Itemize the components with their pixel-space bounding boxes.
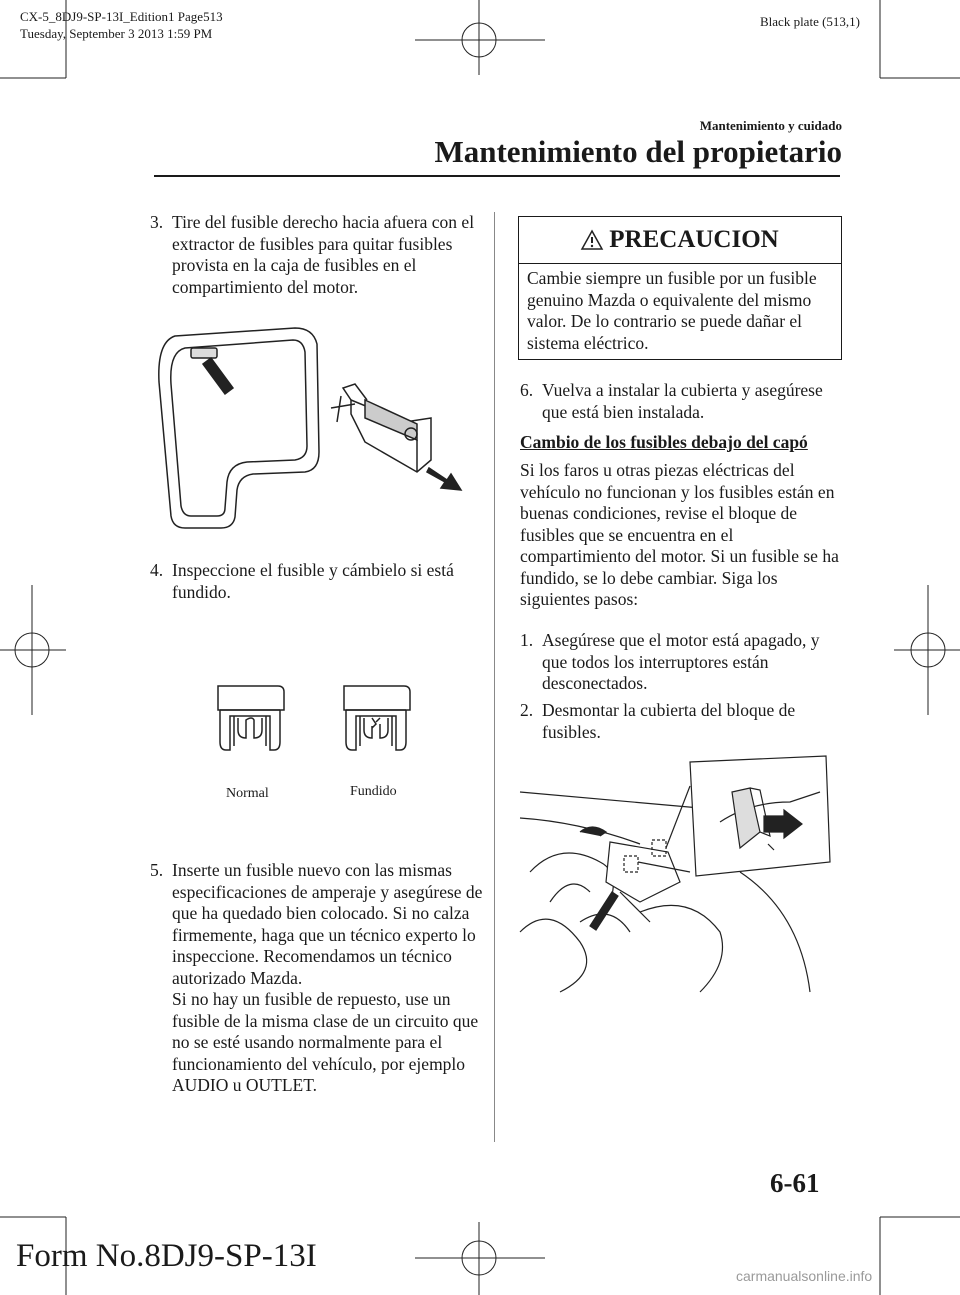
step-3-number: 3. (150, 212, 164, 232)
step-4 (150, 560, 480, 603)
step-5-number: 5. (150, 860, 164, 880)
caution-body: Cambie siempre un fusible por un fusible genuino Mazda o equivalente del mismo valor. De lo contrario se puede dañar el sistema eléctrico. (527, 268, 817, 353)
step-6 (520, 380, 842, 423)
step-4-text: Inspeccione el fusible y cámbielo si está fundido. (172, 560, 454, 602)
section-title: Mantenimiento del propietario (434, 134, 842, 169)
warning-triangle-icon (581, 230, 603, 250)
step-5 (150, 860, 485, 1097)
plate-info: Black plate (513,1) (760, 14, 860, 29)
subheading-underhood-fuses: Cambio de los fusibles debajo del capó (520, 432, 808, 452)
fuse-blown-label: Fundido (350, 784, 397, 799)
form-number: Form No.8DJ9-SP-13I (16, 1238, 317, 1274)
step-1-text: Asegúrese que el motor está apagado, y que todos los interruptores están desconectados. (542, 630, 820, 693)
intro-paragraph: Si los faros u otras piezas eléctricas del vehículo no funcionan y los fusibles están en buenas condiciones, revise el bloque de fusibles que se encuentra en el compartimiento del motor. Si un fusible se ha fundido, se lo debe cambiar. Siga los siguientes pasos: (520, 460, 839, 609)
step-2-text: Desmontar la cubierta del bloque de fusibles. (542, 700, 796, 742)
engine-compartment-illustration (520, 752, 840, 992)
step-3 (150, 212, 480, 298)
fuse-normal-illustration (212, 680, 292, 760)
caution-box (518, 216, 842, 360)
print-info-line1: CX-5_8DJ9-SP-13I_Edition1 Page513 (20, 9, 223, 24)
fuse-normal-label: Normal (226, 786, 269, 801)
print-info (20, 8, 223, 42)
step-6-number: 6. (520, 380, 534, 400)
column-divider (494, 212, 495, 1142)
step-2 (520, 700, 842, 743)
watermark: carmanualsonline.info (736, 1268, 873, 1284)
step-1-number: 1. (520, 630, 534, 650)
step-6-text: Vuelva a instalar la cubierta y asegúrese que está bien instalada. (542, 380, 823, 422)
step-2-number: 2. (520, 700, 534, 720)
fuse-blown-illustration (338, 680, 418, 760)
section-subtitle: Mantenimiento y cuidado (699, 118, 842, 133)
caution-header (519, 217, 841, 264)
step-1 (520, 630, 842, 695)
fuse-box-illustration (155, 322, 475, 532)
step-5-text: Inserte un fusible nuevo con las mismas especificaciones de amperaje y asegúrese de que ha quedado bien colocado. Si no calza firmemente, haga que un técnico experto lo inspeccione. Recomendamos un técnico autorizado Mazda. (172, 860, 483, 988)
step-4-number: 4. (150, 560, 164, 580)
print-info-line2: Tuesday, September 3 2013 1:59 PM (20, 26, 213, 41)
caution-title: PRECAUCION (609, 226, 779, 253)
page-number: 6-61 (770, 1168, 820, 1198)
step-5-text-spare: Si no hay un fusible de repuesto, use un fusible de la misma clase de un circuito que no se esté usando normalmente para el funcionamiento del vehículo, por ejemplo AUDIO u OUTLET. (172, 989, 479, 1095)
header-rule (154, 175, 840, 177)
step-3-text: Tire del fusible derecho hacia afuera con el extractor de fusibles para quitar fusibles provista en la caja de fusibles en el compartimiento del motor. (172, 212, 475, 297)
